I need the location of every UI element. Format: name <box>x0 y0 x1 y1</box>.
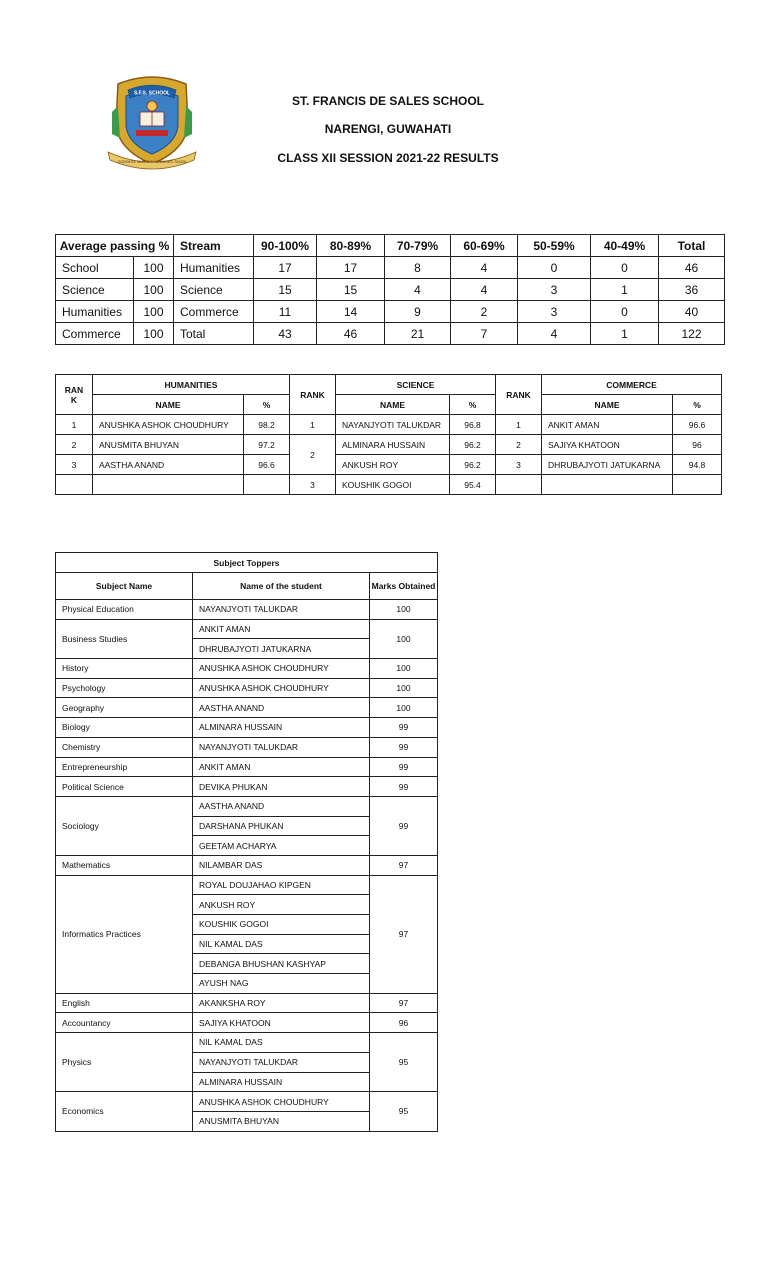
stats-cell: 100 <box>134 323 174 345</box>
topper-subject: Psychology <box>56 678 193 698</box>
topper-marks: 99 <box>370 737 438 757</box>
topper-row <box>56 1033 438 1053</box>
topper-marks: 100 <box>370 698 438 718</box>
topper-marks: 96 <box>370 1013 438 1033</box>
humanities-rank: 3 <box>56 455 93 475</box>
topper-marks: 99 <box>370 777 438 797</box>
stats-cell: 36 <box>659 279 725 301</box>
topper-student: DEBANGA BHUSHAN KASHYAP <box>193 954 370 974</box>
science-name: ALMINARA HUSSAIN <box>336 435 450 455</box>
stats-cell: 46 <box>317 323 385 345</box>
logo-ribbon-text: GODDESS NARENGI GUWAHATI 781026 <box>117 160 187 164</box>
stats-cell: Science <box>56 279 134 301</box>
stats-cell: 2 <box>451 301 518 323</box>
topper-subject: Economics <box>56 1092 193 1131</box>
stats-header-cell: 70-79% <box>385 235 451 257</box>
stats-cell: Commerce <box>56 323 134 345</box>
topper-subject: History <box>56 659 193 679</box>
commerce-name-header: NAME <box>542 395 673 415</box>
topper-row <box>56 659 438 679</box>
toppers-header-subject: Subject Name <box>56 573 193 600</box>
topper-marks: 100 <box>370 678 438 698</box>
topper-student: KOUSHIK GOGOI <box>193 915 370 935</box>
topper-marks: 97 <box>370 875 438 993</box>
stats-cell: 0 <box>591 257 659 279</box>
topper-student: DHRUBAJYOTI JATUKARNA <box>193 639 370 659</box>
rankers-row <box>56 455 722 475</box>
topper-row <box>56 796 438 816</box>
topper-marks: 97 <box>370 855 438 875</box>
science-pct: 96.2 <box>450 435 496 455</box>
topper-marks: 100 <box>370 600 438 620</box>
topper-student: ANUSMITA BHUYAN <box>193 1111 370 1131</box>
topper-student: DEVIKA PHUKAN <box>193 777 370 797</box>
topper-subject: Geography <box>56 698 193 718</box>
commerce-pct: 96 <box>673 435 722 455</box>
stats-row <box>56 323 725 345</box>
topper-student: NAYANJYOTI TALUKDAR <box>193 600 370 620</box>
logo-lamp <box>147 101 157 111</box>
stats-cell: 11 <box>254 301 317 323</box>
humanities-rank-header: RAN K <box>56 375 93 415</box>
humanities-pct: 98.2 <box>244 415 290 435</box>
topper-student: ALMINARA HUSSAIN <box>193 718 370 738</box>
stats-cell: 1 <box>591 323 659 345</box>
humanities-pct-header: % <box>244 395 290 415</box>
science-name: ANKUSH ROY <box>336 455 450 475</box>
humanities-name: ANUSMITA BHUYAN <box>93 435 244 455</box>
topper-student: AYUSH NAG <box>193 974 370 994</box>
topper-student: NIL KAMAL DAS <box>193 934 370 954</box>
topper-student: ALMINARA HUSSAIN <box>193 1072 370 1092</box>
school-location: NARENGI, GUWAHATI <box>324 122 452 136</box>
science-name: KOUSHIK GOGOI <box>336 475 450 495</box>
stats-header-cell: 60-69% <box>451 235 518 257</box>
topper-row <box>56 757 438 777</box>
stats-cell: 4 <box>385 279 451 301</box>
commerce-name: ANKIT AMAN <box>542 415 673 435</box>
stats-header-cell: 40-49% <box>591 235 659 257</box>
topper-marks: 95 <box>370 1033 438 1092</box>
stats-cell: 4 <box>451 257 518 279</box>
results-stats-table <box>55 234 725 345</box>
topper-subject: Chemistry <box>56 737 193 757</box>
topper-subject: Mathematics <box>56 855 193 875</box>
humanities-rank: 1 <box>56 415 93 435</box>
stats-row <box>56 257 725 279</box>
commerce-name: DHRUBAJYOTI JATUKARNA <box>542 455 673 475</box>
stats-cell: 7 <box>451 323 518 345</box>
topper-row <box>56 1013 438 1033</box>
stats-header-cell: Average passing % <box>56 235 174 257</box>
commerce-rank: 2 <box>496 435 542 455</box>
topper-marks: 100 <box>370 619 438 658</box>
stats-row <box>56 301 725 323</box>
rankers-row <box>56 415 722 435</box>
stats-cell: 4 <box>518 323 591 345</box>
topper-student: NAYANJYOTI TALUKDAR <box>193 1052 370 1072</box>
commerce-rank: 1 <box>496 415 542 435</box>
topper-subject: Accountancy <box>56 1013 193 1033</box>
commerce-rank: 3 <box>496 455 542 475</box>
stats-cell: Science <box>174 279 254 301</box>
stats-cell: Humanities <box>56 301 134 323</box>
topper-marks: 95 <box>370 1092 438 1131</box>
topper-marks: 99 <box>370 757 438 777</box>
stats-header-cell: Stream <box>174 235 254 257</box>
topper-row <box>56 1092 438 1112</box>
topper-student: DARSHANA PHUKAN <box>193 816 370 836</box>
topper-row <box>56 777 438 797</box>
stats-cell: 8 <box>385 257 451 279</box>
humanities-title: HUMANITIES <box>93 375 290 395</box>
science-rank: 2 <box>290 435 336 475</box>
science-rank-header: RANK <box>290 375 336 415</box>
commerce-pct-header: % <box>673 395 722 415</box>
humanities-name-header: NAME <box>93 395 244 415</box>
topper-marks: 100 <box>370 659 438 679</box>
stats-cell: 4 <box>451 279 518 301</box>
topper-student: AASTHA ANAND <box>193 796 370 816</box>
commerce-pct: 96.6 <box>673 415 722 435</box>
logo-top-text: S.F.S. SCHOOL <box>133 90 171 97</box>
stats-cell: 100 <box>134 257 174 279</box>
stats-cell: 0 <box>518 257 591 279</box>
topper-row <box>56 698 438 718</box>
topper-row <box>56 855 438 875</box>
topper-row <box>56 875 438 895</box>
subject-toppers-table <box>55 552 438 1132</box>
humanities-rank: 2 <box>56 435 93 455</box>
topper-student: ANUSHKA ASHOK CHOUDHURY <box>193 1092 370 1112</box>
stats-header-cell: 50-59% <box>518 235 591 257</box>
topper-subject: Business Studies <box>56 619 193 658</box>
topper-student: AKANKSHA ROY <box>193 993 370 1013</box>
topper-student: ANKIT AMAN <box>193 619 370 639</box>
stats-cell: 0 <box>591 301 659 323</box>
topper-row <box>56 600 438 620</box>
stats-cell: 21 <box>385 323 451 345</box>
stats-cell: 3 <box>518 279 591 301</box>
topper-subject: Physics <box>56 1033 193 1092</box>
topper-subject: Biology <box>56 718 193 738</box>
topper-student: GEETAM ACHARYA <box>193 836 370 856</box>
science-pct: 96.8 <box>450 415 496 435</box>
topper-student: AASTHA ANAND <box>193 698 370 718</box>
topper-student: ANKUSH ROY <box>193 895 370 915</box>
humanities-name: AASTHA ANAND <box>93 455 244 475</box>
stats-cell: 15 <box>317 279 385 301</box>
stats-cell: 15 <box>254 279 317 301</box>
commerce-name: SAJIYA KHATOON <box>542 435 673 455</box>
stats-cell: 46 <box>659 257 725 279</box>
empty-cell <box>542 475 673 495</box>
topper-student: ANUSHKA ASHOK CHOUDHURY <box>193 678 370 698</box>
science-pct: 96.2 <box>450 455 496 475</box>
stats-header-cell: 90-100% <box>254 235 317 257</box>
stats-cell: Total <box>174 323 254 345</box>
stats-cell: Humanities <box>174 257 254 279</box>
stats-header-row <box>56 235 725 257</box>
stats-cell: 100 <box>134 279 174 301</box>
topper-student: NAYANJYOTI TALUKDAR <box>193 737 370 757</box>
topper-marks: 99 <box>370 718 438 738</box>
stats-cell: 14 <box>317 301 385 323</box>
humanities-pct: 97.2 <box>244 435 290 455</box>
science-pct-header: % <box>450 395 496 415</box>
science-rank: 3 <box>290 475 336 495</box>
topper-student: ANUSHKA ASHOK CHOUDHURY <box>193 659 370 679</box>
topper-marks: 99 <box>370 796 438 855</box>
commerce-rank-header: RANK <box>496 375 542 415</box>
stats-row <box>56 279 725 301</box>
stream-rankers-table <box>55 374 722 495</box>
topper-student: ROYAL DOUJAHAO KIPGEN <box>193 875 370 895</box>
topper-row <box>56 993 438 1013</box>
rankers-row <box>56 475 722 495</box>
stats-cell: Commerce <box>174 301 254 323</box>
empty-cell <box>496 475 542 495</box>
toppers-header-marks: Marks Obtained <box>370 573 438 600</box>
stats-header-cell: Total <box>659 235 725 257</box>
empty-cell <box>56 475 93 495</box>
stats-header-cell: 80-89% <box>317 235 385 257</box>
commerce-title: COMMERCE <box>542 375 722 395</box>
science-title: SCIENCE <box>336 375 496 395</box>
humanities-name: ANUSHKA ASHOK CHOUDHURY <box>93 415 244 435</box>
topper-subject: Political Science <box>56 777 193 797</box>
toppers-header-student: Name of the student <box>193 573 370 600</box>
empty-cell <box>93 475 244 495</box>
humanities-pct: 96.6 <box>244 455 290 475</box>
science-rank: 1 <box>290 415 336 435</box>
topper-subject: Sociology <box>56 796 193 855</box>
stats-cell: 3 <box>518 301 591 323</box>
school-logo <box>104 72 200 172</box>
stats-cell: 100 <box>134 301 174 323</box>
topper-student: ANKIT AMAN <box>193 757 370 777</box>
empty-cell <box>673 475 722 495</box>
stats-cell: 1 <box>591 279 659 301</box>
toppers-title: Subject Toppers <box>56 553 438 573</box>
results-title: CLASS XII SESSION 2021-22 RESULTS <box>277 151 499 165</box>
science-pct: 95.4 <box>450 475 496 495</box>
topper-row <box>56 678 438 698</box>
topper-row <box>56 737 438 757</box>
stats-cell: 17 <box>254 257 317 279</box>
science-name: NAYANJYOTI TALUKDAR <box>336 415 450 435</box>
topper-student: NIL KAMAL DAS <box>193 1033 370 1053</box>
topper-subject: Physical Education <box>56 600 193 620</box>
topper-row <box>56 718 438 738</box>
stats-cell: School <box>56 257 134 279</box>
topper-student: SAJIYA KHATOON <box>193 1013 370 1033</box>
topper-subject: English <box>56 993 193 1013</box>
stats-cell: 43 <box>254 323 317 345</box>
topper-student: NILAMBAR DAS <box>193 855 370 875</box>
empty-cell <box>244 475 290 495</box>
topper-marks: 97 <box>370 993 438 1013</box>
topper-subject: Entrepreneurship <box>56 757 193 777</box>
stats-cell: 40 <box>659 301 725 323</box>
science-name-header: NAME <box>336 395 450 415</box>
school-name: ST. FRANCIS DE SALES SCHOOL <box>291 94 485 108</box>
stats-cell: 122 <box>659 323 725 345</box>
rankers-row <box>56 435 722 455</box>
stats-cell: 17 <box>317 257 385 279</box>
topper-subject: Informatics Practices <box>56 875 193 993</box>
commerce-pct: 94.8 <box>673 455 722 475</box>
stats-cell: 9 <box>385 301 451 323</box>
topper-row <box>56 619 438 639</box>
